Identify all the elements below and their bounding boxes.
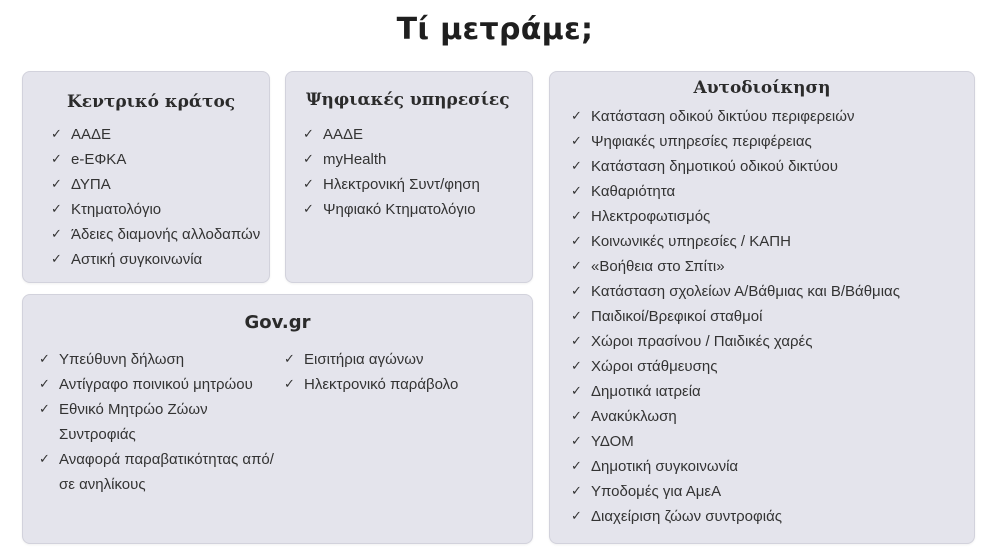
list-item-label: Ηλεκτρονικό παράβολο (304, 376, 459, 393)
list-item-label: myHealth (323, 151, 387, 168)
list-item (571, 229, 900, 254)
page-title: Τί μετράμε; (396, 12, 594, 47)
list-item (303, 147, 480, 172)
check-icon: ✓ (571, 409, 582, 424)
list-item (571, 354, 900, 379)
list-item (571, 279, 900, 304)
list-item (284, 347, 458, 372)
list-item-label: ΑΑΔΕ (323, 126, 364, 143)
list-item-label: ΑΑΔΕ (71, 126, 112, 143)
list-item (571, 479, 900, 504)
list-item-label: Εθνικό Μητρώο Ζώων Συντροφιάς (59, 401, 208, 443)
list-item-label: Άδειες διαμονής αλλοδαπών (71, 226, 261, 243)
list-item (39, 372, 279, 397)
list-item (39, 347, 279, 372)
check-icon: ✓ (51, 177, 62, 192)
check-icon: ✓ (303, 177, 314, 192)
list-item (571, 429, 900, 454)
check-icon: ✓ (303, 202, 314, 217)
check-icon: ✓ (39, 402, 50, 417)
check-icon: ✓ (571, 134, 582, 149)
list-item-label: Χώροι στάθμευσης (591, 358, 718, 375)
govgr-list-col2 (284, 347, 458, 397)
list-item-label: Εισιτήρια αγώνων (304, 351, 424, 368)
list-item (571, 104, 900, 129)
list-item (571, 129, 900, 154)
list-item (284, 372, 458, 397)
list-item-label: Αντίγραφο ποινικού μητρώου (59, 376, 253, 393)
list-item-label: Καθαριότητα (591, 183, 676, 200)
list-item (303, 197, 480, 222)
check-icon: ✓ (571, 234, 582, 249)
check-icon: ✓ (571, 384, 582, 399)
list-item (51, 222, 260, 247)
list-item-label: Χώροι πρασίνου / Παιδικές χαρές (591, 333, 813, 350)
check-icon: ✓ (571, 209, 582, 224)
check-icon: ✓ (303, 127, 314, 142)
list-item (51, 172, 260, 197)
govgr-list-col1 (39, 347, 279, 497)
list-item-label: Κτηματολόγιο (71, 201, 162, 218)
list-item-label: Δημοτικά ιατρεία (591, 383, 701, 400)
check-icon: ✓ (571, 459, 582, 474)
list-item-label: Υπεύθυνη δήλωση (59, 351, 185, 368)
check-icon: ✓ (51, 252, 62, 267)
card-title-local: Αυτοδιοίκηση (693, 78, 831, 98)
list-item (571, 179, 900, 204)
list-item (571, 329, 900, 354)
list-item-label: Ψηφιακό Κτηματολόγιο (323, 201, 476, 218)
card-title-central: Κεντρικό κράτος (67, 92, 236, 112)
check-icon: ✓ (571, 359, 582, 374)
card-title-govgr: Gov.gr (244, 312, 311, 333)
check-icon: ✓ (571, 434, 582, 449)
list-item-label: Ψηφιακές υπηρεσίες περιφέρειας (591, 133, 812, 150)
check-icon: ✓ (303, 152, 314, 167)
list-item-label: Ανακύκλωση (591, 408, 677, 425)
check-icon: ✓ (39, 452, 50, 467)
list-item (51, 122, 260, 147)
list-item (51, 147, 260, 172)
list-item-label: Δημοτική συγκοινωνία (591, 458, 739, 475)
check-icon: ✓ (571, 509, 582, 524)
list-item (303, 122, 480, 147)
check-icon: ✓ (39, 377, 50, 392)
card-local-government (549, 71, 975, 544)
check-icon: ✓ (571, 159, 582, 174)
list-item (39, 397, 279, 447)
list-item (571, 304, 900, 329)
card-central-state (22, 71, 270, 283)
list-item-label: Παιδικοί/Βρεφικοί σταθμοί (591, 308, 763, 325)
card-govgr (22, 294, 533, 544)
central-list (51, 122, 260, 272)
list-item (571, 379, 900, 404)
list-item-label: «Βοήθεια στο Σπίτι» (591, 258, 725, 275)
check-icon: ✓ (51, 227, 62, 242)
list-item-label: Διαχείριση ζώων συντροφιάς (591, 508, 782, 525)
check-icon: ✓ (571, 259, 582, 274)
list-item-label: Αναφορά παραβατικότητας από/σε ανηλίκους (59, 451, 274, 493)
list-item (571, 454, 900, 479)
list-item-label: Κοινωνικές υπηρεσίες / ΚΑΠΗ (591, 233, 791, 250)
list-item (571, 404, 900, 429)
check-icon: ✓ (51, 202, 62, 217)
list-item-label: e-ΕΦΚΑ (71, 151, 127, 168)
check-icon: ✓ (571, 484, 582, 499)
check-icon: ✓ (571, 284, 582, 299)
list-item (571, 504, 900, 529)
card-digital-services (285, 71, 533, 283)
check-icon: ✓ (284, 352, 295, 367)
list-item-label: ΔΥΠΑ (71, 176, 111, 193)
check-icon: ✓ (571, 184, 582, 199)
check-icon: ✓ (51, 152, 62, 167)
check-icon: ✓ (284, 377, 295, 392)
check-icon: ✓ (51, 127, 62, 142)
list-item-label: ΥΔΟΜ (591, 433, 634, 450)
list-item-label: Αστική συγκοινωνία (71, 251, 203, 268)
check-icon: ✓ (571, 334, 582, 349)
list-item-label: Ηλεκτροφωτισμός (591, 208, 711, 225)
list-item (571, 204, 900, 229)
list-item (51, 197, 260, 222)
list-item-label: Κατάσταση σχολείων Α/Βάθμιας και Β/Βάθμιας (591, 283, 900, 300)
list-item (571, 154, 900, 179)
check-icon: ✓ (39, 352, 50, 367)
local-list (571, 104, 900, 529)
list-item (39, 447, 279, 497)
list-item-label: Ηλεκτρονική Συντ/φηση (323, 176, 480, 193)
digital-list (303, 122, 480, 222)
card-title-digital: Ψηφιακές υπηρεσίες (306, 90, 510, 110)
check-icon: ✓ (571, 109, 582, 124)
list-item (303, 172, 480, 197)
list-item (51, 247, 260, 272)
list-item-label: Υποδομές για ΑμεΑ (591, 483, 722, 500)
list-item-label: Κατάσταση οδικού δικτύου περιφερειών (591, 108, 855, 125)
check-icon: ✓ (571, 309, 582, 324)
list-item-label: Κατάσταση δημοτικού οδικού δικτύου (591, 158, 838, 175)
list-item (571, 254, 900, 279)
